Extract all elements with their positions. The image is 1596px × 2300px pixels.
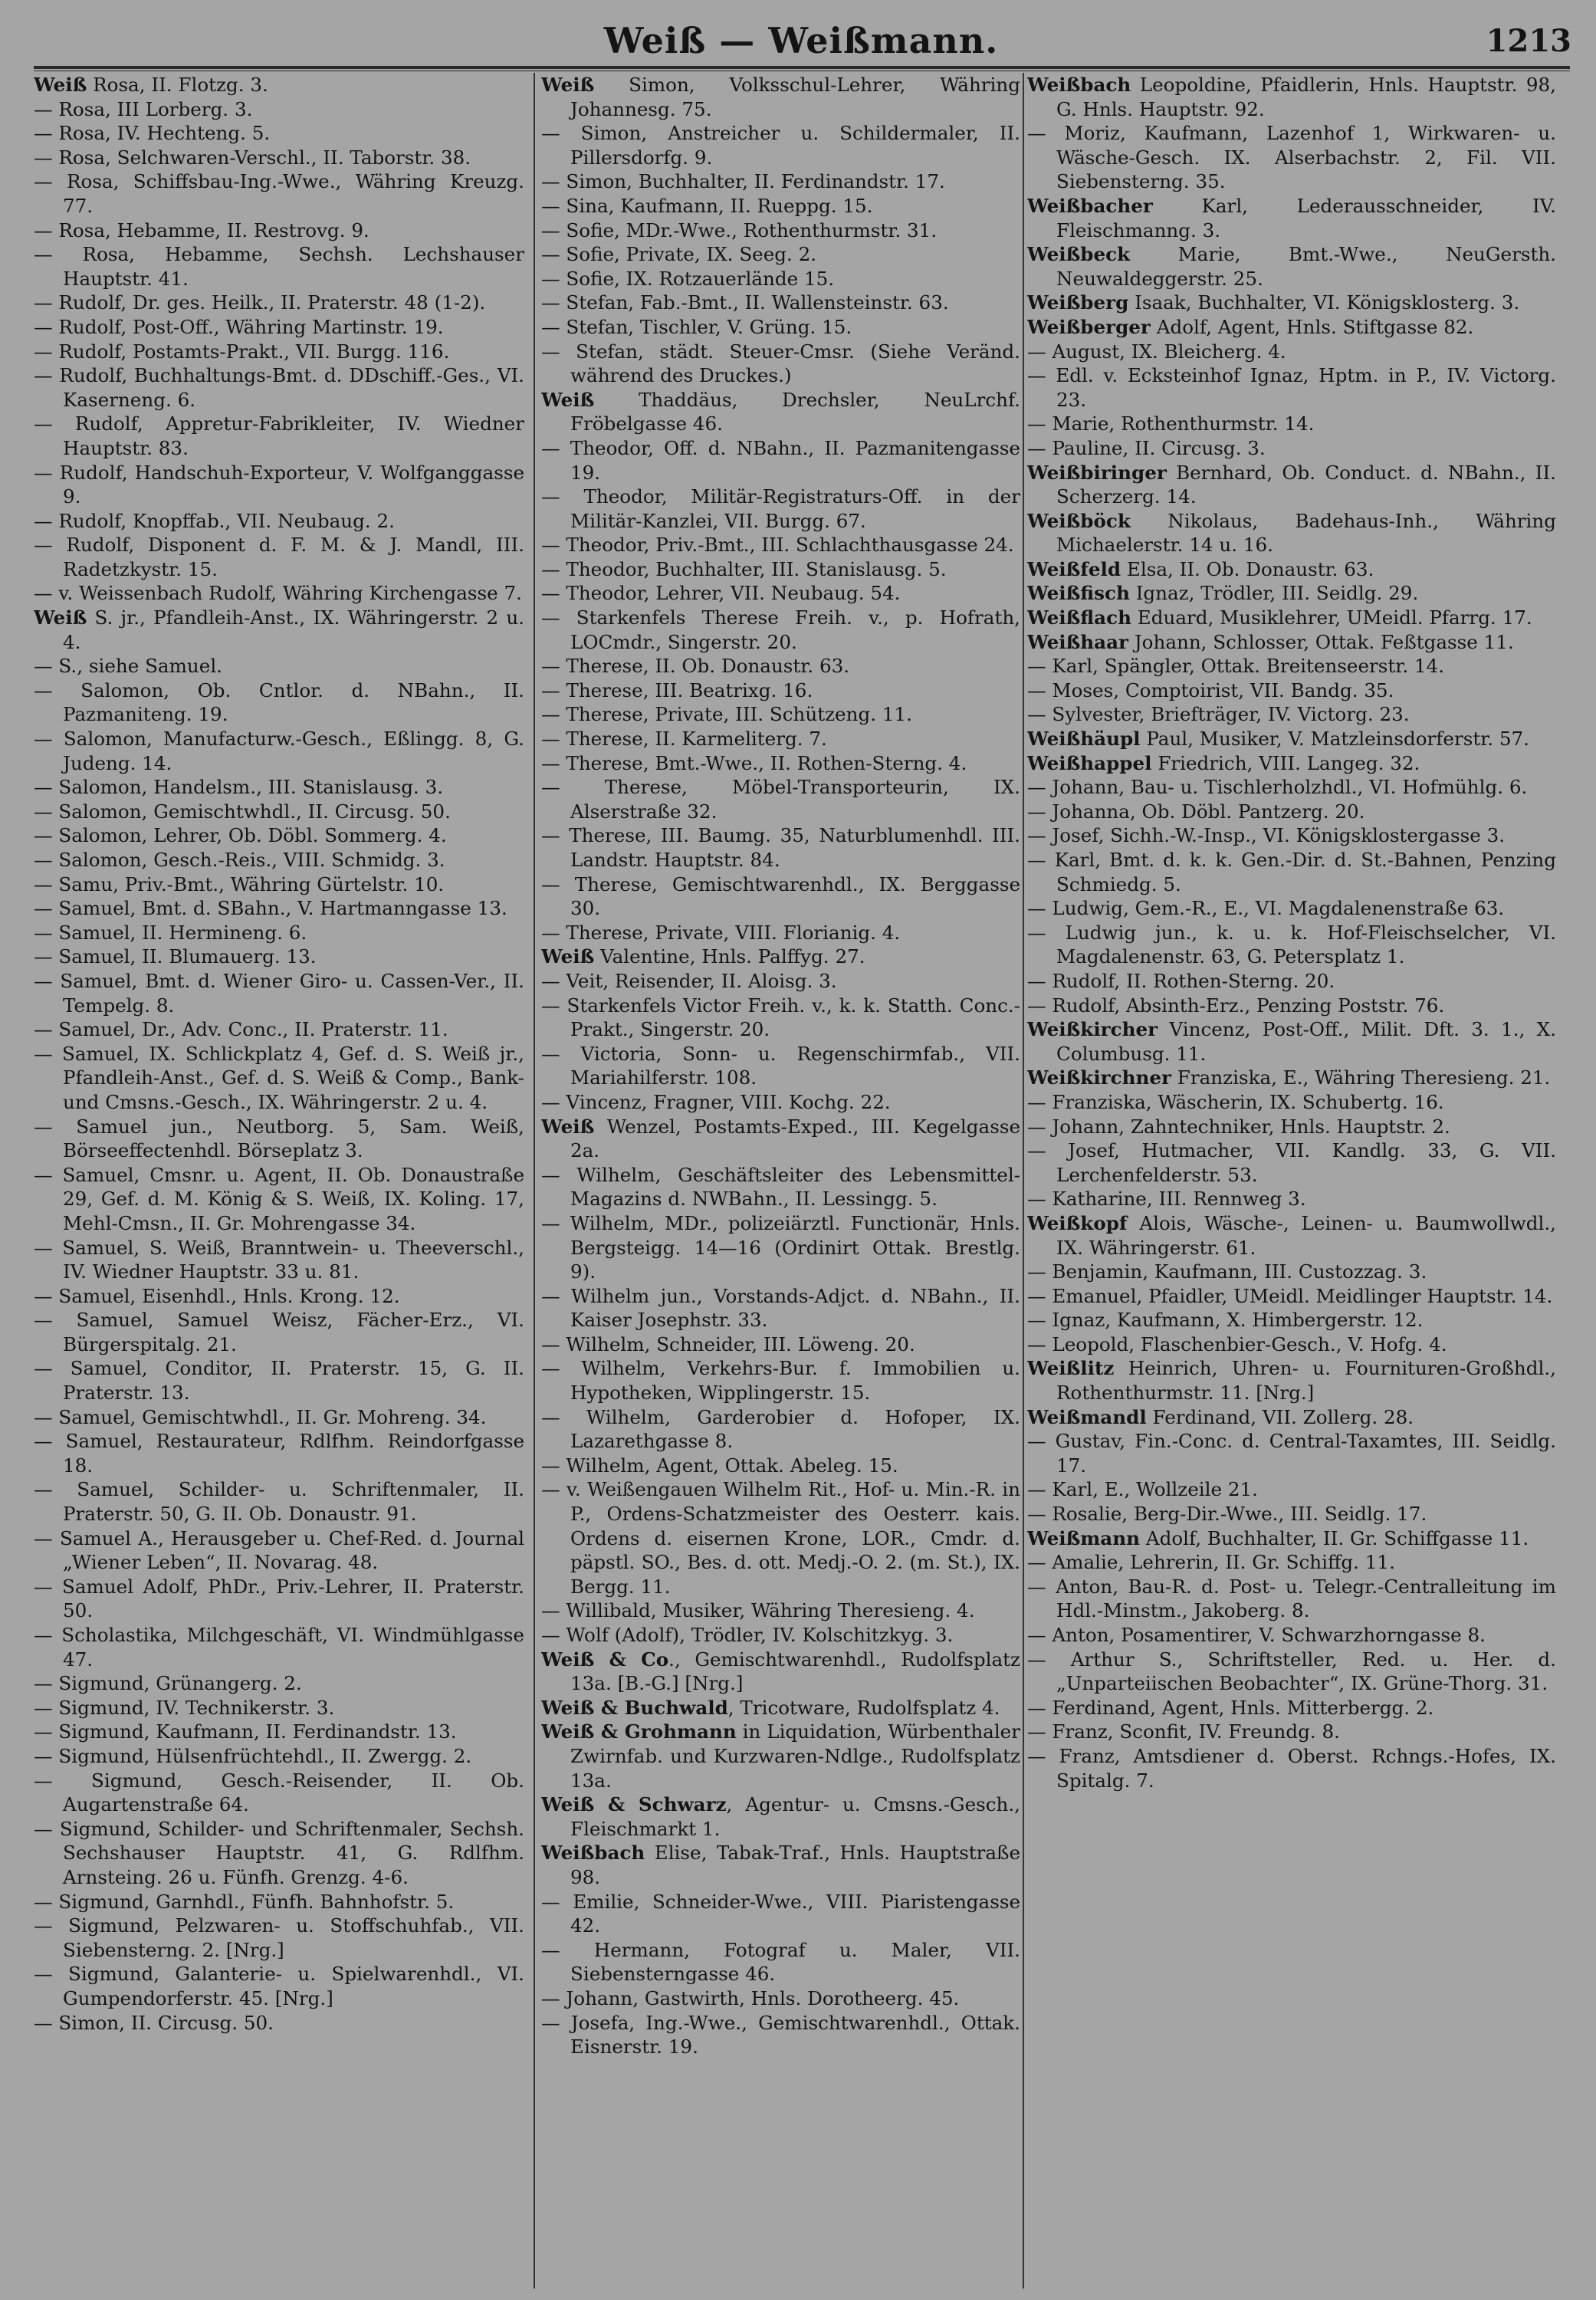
directory-entry: — Leopold, Flaschenbier-Gesch., V. Hofg. 4. bbox=[1027, 1332, 1447, 1355]
directory-entry: — Simon, Anstreicher u. Schildermaler, II. Pillersdorfg. 9. bbox=[541, 122, 1020, 169]
directory-entry: — Rosa, Selchwaren-Verschl., II. Taborstr. 38. bbox=[34, 146, 471, 169]
directory-entry: — Ferdinand, Agent, Hnls. Mitterbergg. 2. bbox=[1027, 1696, 1434, 1719]
directory-entry: — Theodor, Priv.-Bmt., III. Schlachthausgasse 24. bbox=[541, 534, 1014, 557]
directory-entry: — Samuel, Samuel Weisz, Fächer-Erz., VI. Bürgerspitalg. 21. bbox=[34, 1309, 524, 1355]
directory-entry: — Sigmund, Grünangerg. 2. bbox=[34, 1672, 302, 1695]
directory-entry: — Salomon, Gesch.-Reis., VIII. Schmidg. 3. bbox=[34, 849, 445, 871]
directory-entry: Weiß & Schwarz, Agentur- u. Cmsns.-Gesch., Fleischmarkt 1. bbox=[541, 1793, 1020, 1840]
directory-entry: Weiß & Co., Gemischtwarenhdl., Rudolfsplatz 13a. [B.-G.] [Nrg.] bbox=[541, 1648, 1020, 1695]
directory-entry: — Rosa, III Lorberg. 3. bbox=[34, 97, 253, 120]
directory-entry: — Ignaz, Kaufmann, X. Himbergerstr. 12. bbox=[1027, 1309, 1424, 1332]
column-3 bbox=[1027, 73, 1556, 2292]
directory-entry: — Josefa, Ing.-Wwe., Gemischtwarenhdl., Ottak. Eisnerstr. 19. bbox=[541, 2011, 1020, 2058]
directory-entry: — Karl, E., Wollzeile 21. bbox=[1027, 1478, 1258, 1501]
directory-entry: Weißkopf Alois, Wäsche-, Leinen- u. Baumwollwdl., IX. Währingerstr. 61. bbox=[1027, 1211, 1556, 1259]
directory-entry: — Franziska, Wäscherin, IX. Schubertg. 16. bbox=[1027, 1090, 1444, 1113]
directory-entry: — Therese, II. Karmeliterg. 7. bbox=[541, 728, 827, 751]
directory-entry: — Rosa, IV. Hechteng. 5. bbox=[34, 122, 271, 145]
column-divider bbox=[534, 73, 535, 2288]
directory-entry: — Sofie, Private, IX. Seeg. 2. bbox=[541, 243, 817, 266]
directory-entry: — Willibald, Musiker, Währing Theresieng. 4. bbox=[541, 1599, 975, 1622]
directory-entry: — Salomon, Manufacturw.-Gesch., Eßlingg. 8, G. Judeng. 14. bbox=[34, 728, 524, 774]
directory-entry: Weißhaar Johann, Schlosser, Ottak. Feßtgasse 11. bbox=[1027, 630, 1514, 653]
directory-entry: — Sigmund, Kaufmann, II. Ferdinandstr. 13. bbox=[34, 1720, 457, 1743]
directory-entry: — Salomon, Gemischtwhdl., II. Circusg. 50. bbox=[34, 800, 451, 823]
directory-entry: — Moriz, Kaufmann, Lazenhof 1, Wirkwaren- u. Wäsche-Gesch. IX. Alserbachstr. 2, Fil. VII. Siebensterng. 35. bbox=[1027, 122, 1556, 193]
directory-entry: — Salomon, Ob. Cntlor. d. NBahn., II. Pazmaniteng. 19. bbox=[34, 678, 524, 726]
directory-entry: — Rudolf, II. Rothen-Sterng. 20. bbox=[1027, 969, 1335, 992]
directory-entry: — Wilhelm, Garderobier d. Hofoper, IX. Lazarethgasse 8. bbox=[541, 1405, 1020, 1453]
directory-entry: — Samuel, IX. Schlickplatz 4, Gef. d. S. Weiß jr., Pfandleih-Anst., Gef. d. S. Weiß & Comp., Bank- und Cmsns.-Gesch., IX. Währingerstr. 2 u. 4. bbox=[34, 1042, 524, 1113]
directory-entry: — Anton, Posamentirer, V. Schwarzhorngasse 8. bbox=[1027, 1624, 1486, 1646]
directory-entry: Weißlitz Heinrich, Uhren- u. Fournituren-Großhdl., Rothenthurmstr. 11. [Nrg.] bbox=[1027, 1357, 1556, 1405]
directory-entry: Weißkircher Vincenz, Post-Off., Milit. Dft. 3. 1., X. Columbusg. 11. bbox=[1027, 1018, 1556, 1065]
directory-entry: — Vincenz, Fragner, VIII. Kochg. 22. bbox=[541, 1090, 891, 1113]
directory-entry: — Sigmund, Pelzwaren- u. Stoffschuhfab., VII. Siebensterng. 2. [Nrg.] bbox=[34, 1914, 524, 1961]
directory-entry: Weißbach Elise, Tabak-Traf., Hnls. Hauptstraße 98. bbox=[541, 1842, 1020, 1888]
directory-entry: Weißkirchner Franziska, E., Währing Theresieng. 21. bbox=[1027, 1066, 1551, 1089]
directory-entry: Weiß Rosa, II. Flotzg. 3. bbox=[34, 74, 268, 96]
directory-entry: — Samuel, Conditor, II. Praterstr. 15, G. II. Praterstr. 13. bbox=[34, 1357, 524, 1405]
page-number: 1213 bbox=[1486, 23, 1571, 59]
directory-entry: — Sylvester, Briefträger, IV. Victorg. 23. bbox=[1027, 703, 1410, 726]
directory-entry: — Rudolf, Appretur-Fabrikleiter, IV. Wiedner Hauptstr. 83. bbox=[34, 412, 524, 459]
directory-entry: — Wilhelm, MDr., polizeiärztl. Functionär, Hnls. Bergsteigg. 14—16 (Ordinirt Ottak. Brestlg. 9). bbox=[541, 1211, 1020, 1283]
directory-entry: Weißberg Isaak, Buchhalter, VI. Königsklosterg. 3. bbox=[1027, 291, 1520, 314]
directory-entry: — Sigmund, IV. Technikerstr. 3. bbox=[34, 1696, 335, 1719]
directory-entry: — Starkenfels Victor Freih. v., k. k. Statth. Conc.-Prakt., Singerstr. 20. bbox=[541, 994, 1020, 1041]
directory-entry: — Theodor, Lehrer, VII. Neubaug. 54. bbox=[541, 582, 901, 605]
directory-entry: — Therese, III. Baumg. 35, Naturblumenhdl. III. Landstr. Hauptstr. 84. bbox=[541, 824, 1020, 871]
directory-entry: Weißfeld Elsa, II. Ob. Donaustr. 63. bbox=[1027, 557, 1374, 580]
directory-entry: — Hermann, Fotograf u. Maler, VII. Siebensterngasse 46. bbox=[541, 1938, 1020, 1986]
directory-entry: Weißmann Adolf, Buchhalter, II. Gr. Schiffgasse 11. bbox=[1027, 1526, 1529, 1549]
directory-entry: Weißfisch Ignaz, Trödler, III. Seidlg. 29. bbox=[1027, 582, 1419, 605]
directory-entry: — Rudolf, Postamts-Prakt., VII. Burgg. 116. bbox=[34, 340, 450, 363]
directory-entry: Weißbeck Marie, Bmt.-Wwe., NeuGersth. Neuwaldeggerstr. 25. bbox=[1027, 243, 1556, 290]
directory-entry: — Salomon, Lehrer, Ob. Döbl. Sommerg. 4. bbox=[34, 824, 447, 847]
directory-entry: — Samu, Priv.-Bmt., Währing Gürtelstr. 10. bbox=[34, 872, 445, 895]
directory-entry: — Sigmund, Schilder- und Schriftenmaler, Sechsh. Sechshauser Hauptstr. 41, G. Rdlfhm. Arnsteing. 26 u. Fünfh. Grenzg. 4-6. bbox=[34, 1817, 524, 1888]
directory-entry: — Rosa, Hebamme, II. Restrovg. 9. bbox=[34, 219, 369, 242]
directory-entry: — Therese, II. Ob. Donaustr. 63. bbox=[541, 655, 850, 678]
directory-entry: — Johanna, Ob. Döbl. Pantzerg. 20. bbox=[1027, 800, 1365, 823]
directory-entry: — Johann, Zahntechniker, Hnls. Hauptstr. 2. bbox=[1027, 1115, 1450, 1138]
directory-entry: — Sina, Kaufmann, II. Rueppg. 15. bbox=[541, 194, 873, 217]
directory-entry: — Samuel, Bmt. d. Wiener Giro- u. Cassen-Ver., II. Tempelg. 8. bbox=[34, 969, 524, 1017]
directory-entry: — Rosa, Schiffsbau-Ing.-Wwe., Währing Kreuzg. 77. bbox=[34, 170, 524, 217]
directory-entry: — Samuel, II. Hermineng. 6. bbox=[34, 921, 307, 944]
directory-entry: — Samuel, Cmsnr. u. Agent, II. Ob. Donaustraße 29, Gef. d. M. König & S. Weiß, IX. Koling. 17, Mehl-Cmsn., II. Gr. Mohrengasse 34. bbox=[34, 1163, 524, 1234]
directory-entry: — Veit, Reisender, II. Aloisg. 3. bbox=[541, 969, 837, 992]
directory-entry: — Emilie, Schneider-Wwe., VIII. Piaristengasse 42. bbox=[541, 1890, 1020, 1937]
directory-entry: — Therese, Gemischtwarenhdl., IX. Berggasse 30. bbox=[541, 872, 1020, 920]
directory-entry: Weißmandl Ferdinand, VII. Zollerg. 28. bbox=[1027, 1405, 1414, 1428]
directory-entry: — Samuel Adolf, PhDr., Priv.-Lehrer, II. Praterstr. 50. bbox=[34, 1575, 524, 1622]
directory-entry: — Therese, Möbel-Transporteurin, IX. Alserstraße 32. bbox=[541, 776, 1020, 823]
directory-entry: — Therese, Bmt.-Wwe., II. Rothen-Sterng. 4. bbox=[541, 751, 967, 774]
directory-entry: — Sofie, MDr.-Wwe., Rothenthurmstr. 31. bbox=[541, 219, 938, 242]
directory-entry: — Karl, Spängler, Ottak. Breitenseerstr. 14. bbox=[1027, 655, 1445, 678]
directory-entry: — Therese, III. Beatrixg. 16. bbox=[541, 678, 813, 702]
directory-entry: — Samuel, Eisenhdl., Hnls. Krong. 12. bbox=[34, 1284, 400, 1307]
directory-entry: — S., siehe Samuel. bbox=[34, 655, 222, 678]
directory-entry: — Wilhelm, Verkehrs-Bur. f. Immobilien u. Hypotheken, Wipplingerstr. 15. bbox=[541, 1357, 1020, 1405]
directory-entry: — Samuel, Restaurateur, Rdlfhm. Reindorfgasse 18. bbox=[34, 1430, 524, 1477]
directory-entry: — Samuel, Schilder- u. Schriftenmaler, II. Praterstr. 50, G. II. Ob. Donaustr. 91. bbox=[34, 1478, 524, 1526]
directory-entry: — Samuel jun., Neutborg. 5, Sam. Weiß, Börseeffectenhdl. Börseplatz 3. bbox=[34, 1115, 524, 1162]
directory-entry: — Victoria, Sonn- u. Regenschirmfab., VII. Mariahilferstr. 108. bbox=[541, 1042, 1020, 1089]
directory-entry: — Rudolf, Knopffab., VII. Neubaug. 2. bbox=[34, 509, 395, 532]
directory-entry: Weißböck Nikolaus, Badehaus-Inh., Währing Michaelerstr. 14 u. 16. bbox=[1027, 509, 1556, 557]
directory-entry: — Samuel, S. Weiß, Branntwein- u. Theeverschl., IV. Wiedner Hauptstr. 33 u. 81. bbox=[34, 1236, 524, 1283]
directory-entry: — Simon, II. Circusg. 50. bbox=[34, 2011, 274, 2034]
directory-entry: — Therese, Private, VIII. Florianig. 4. bbox=[541, 921, 901, 944]
directory-entry: — Sigmund, Garnhdl., Fünfh. Bahnhofstr. 5. bbox=[34, 1890, 455, 1913]
directory-entry: — Pauline, II. Circusg. 3. bbox=[1027, 436, 1266, 459]
directory-entry: — Therese, Private, III. Schützeng. 11. bbox=[541, 703, 912, 726]
directory-entry: Weiß Thaddäus, Drechsler, NeuLrchf. Fröbelgasse 46. bbox=[541, 388, 1020, 435]
directory-entry: — Starkenfels Therese Freih. v., p. Hofrath, LOCmdr., Singerstr. 20. bbox=[541, 606, 1020, 653]
directory-entry: — Benjamin, Kaufmann, III. Custozzag. 3. bbox=[1027, 1260, 1427, 1283]
column-2 bbox=[541, 73, 1020, 2292]
directory-entry: — Edl. v. Ecksteinhof Ignaz, Hptm. in P., IV. Victorg. 23. bbox=[1027, 364, 1556, 411]
directory-entry: — Samuel, II. Blumauerg. 13. bbox=[34, 945, 317, 968]
column-divider bbox=[1023, 73, 1024, 2288]
directory-entry: — Sigmund, Gesch.-Reisender, II. Ob. Augartenstraße 64. bbox=[34, 1769, 524, 1816]
column-1 bbox=[34, 73, 524, 2292]
directory-entry: — Emanuel, Pfaidler, UMeidl. Meidlinger Hauptstr. 14. bbox=[1027, 1284, 1553, 1307]
directory-entry: — Simon, Buchhalter, II. Ferdinandstr. 17. bbox=[541, 170, 945, 193]
directory-entry: — Josef, Hutmacher, VII. Kandlg. 33, G. VII. Lerchenfelderstr. 53. bbox=[1027, 1139, 1556, 1186]
directory-entry: Weiß Valentine, Hnls. Palffyg. 27. bbox=[541, 945, 865, 968]
directory-entry: — Rudolf, Absinth-Erz., Penzing Poststr. 76. bbox=[1027, 994, 1445, 1017]
directory-entry: — Sofie, IX. Rotzauerlände 15. bbox=[541, 267, 835, 290]
directory-entry: — Johann, Bau- u. Tischlerholzhdl., VI. Hofmühlg. 6. bbox=[1027, 776, 1528, 799]
directory-entry: — v. Weissenbach Rudolf, Währing Kirchengasse 7. bbox=[34, 582, 522, 605]
running-head: Weiß — Weißmann. bbox=[603, 20, 999, 61]
directory-entry: Weißbacher Karl, Lederausschneider, IV. Fleischmanng. 3. bbox=[1027, 194, 1556, 242]
directory-entry: — Marie, Rothenthurmstr. 14. bbox=[1027, 412, 1315, 435]
directory-entry: — Katharine, III. Rennweg 3. bbox=[1027, 1188, 1306, 1211]
directory-entry: — Moses, Comptoirist, VII. Bandg. 35. bbox=[1027, 678, 1394, 702]
directory-entry: — Rudolf, Disponent d. F. M. & J. Mandl, III. Radetzkystr. 15. bbox=[34, 534, 524, 580]
directory-entry: — August, IX. Bleicherg. 4. bbox=[1027, 340, 1286, 363]
directory-entry: — Wilhelm, Schneider, III. Löweng. 20. bbox=[541, 1332, 915, 1355]
directory-entry: — Josef, Sichh.-W.-Insp., VI. Königsklostergasse 3. bbox=[1027, 824, 1506, 847]
directory-entry: — Stefan, Tischler, V. Grüng. 15. bbox=[541, 315, 852, 338]
directory-entry: Weiß & Grohmann in Liquidation, Würbenthaler Zwirnfab. und Kurzwaren-Ndlge., Rudolfsplatz 13a. bbox=[541, 1720, 1020, 1792]
directory-entry: Weiß Wenzel, Postamts-Exped., III. Kegelgasse 2a. bbox=[541, 1115, 1020, 1162]
directory-entry: — Samuel A., Herausgeber u. Chef-Red. d. Journal „Wiener Leben“, II. Novarag. 48. bbox=[34, 1526, 524, 1574]
directory-entry: — Theodor, Off. d. NBahn., II. Pazmanitengasse 19. bbox=[541, 436, 1020, 484]
directory-entry: — Rosa, Hebamme, Sechsh. Lechshauser Hauptstr. 41. bbox=[34, 243, 524, 290]
directory-entry: — Samuel, Gemischtwhdl., II. Gr. Mohreng. 34. bbox=[34, 1405, 487, 1428]
directory-entry: — Wilhelm, Geschäftsleiter des Lebensmittel-Magazins d. NWBahn., II. Lessingg. 5. bbox=[541, 1163, 1020, 1211]
header-rule bbox=[34, 66, 1570, 69]
directory-entry: — Franz, Amtsdiener d. Oberst. Rchngs.-Hofes, IX. Spitalg. 7. bbox=[1027, 1744, 1556, 1792]
directory-entry: — Johann, Gastwirth, Hnls. Dorotheerg. 45. bbox=[541, 1986, 960, 2009]
directory-entry: — Theodor, Buchhalter, III. Stanislausg. 5. bbox=[541, 557, 947, 580]
directory-entry: — Samuel, Bmt. d. SBahn., V. Hartmanngasse 13. bbox=[34, 897, 507, 920]
directory-entry: — Arthur S., Schriftsteller, Red. u. Her. d. „Unparteiischen Beobachter“, IX. Grüne-Thorg. 31. bbox=[1027, 1648, 1556, 1695]
directory-entry: — Wilhelm, Agent, Ottak. Abeleg. 15. bbox=[541, 1454, 898, 1477]
directory-entry: — Stefan, Fab.-Bmt., II. Wallensteinstr. 63. bbox=[541, 291, 949, 314]
directory-entry: — Sigmund, Galanterie- u. Spielwarenhdl., VI. Gumpendorferstr. 45. [Nrg.] bbox=[34, 1963, 524, 2009]
directory-entry: — Franz, Sconfit, IV. Freundg. 8. bbox=[1027, 1720, 1340, 1743]
directory-entry: — Wilhelm jun., Vorstands-Adjct. d. NBahn., II. Kaiser Josephstr. 33. bbox=[541, 1284, 1020, 1332]
directory-entry: Weißberger Adolf, Agent, Hnls. Stiftgasse 82. bbox=[1027, 315, 1474, 338]
directory-entry: Weißhäupl Paul, Musiker, V. Matzleinsdorferstr. 57. bbox=[1027, 728, 1530, 751]
directory-entry: — Amalie, Lehrerin, II. Gr. Schiffg. 11. bbox=[1027, 1551, 1395, 1574]
directory-entry: — Rudolf, Buchhaltungs-Bmt. d. DDschiff.-Ges., VI. Kaserneng. 6. bbox=[34, 364, 524, 411]
directory-entry: — Wolf (Adolf), Trödler, IV. Kolschitzkyg. 3. bbox=[541, 1624, 954, 1646]
directory-entry: — Ludwig, Gem.-R., E., VI. Magdalenenstraße 63. bbox=[1027, 897, 1505, 920]
directory-entry: — Ludwig jun., k. u. k. Hof-Fleischselcher, VI. Magdalenenstr. 63, G. Petersplatz 1. bbox=[1027, 921, 1556, 968]
directory-entry: — Rudolf, Dr. ges. Heilk., II. Praterstr. 48 (1-2). bbox=[34, 291, 486, 314]
directory-entry: — Rosalie, Berg-Dir.-Wwe., III. Seidlg. 17. bbox=[1027, 1503, 1427, 1526]
directory-entry: — Stefan, städt. Steuer-Cmsr. (Siehe Veränd. während des Druckes.) bbox=[541, 340, 1020, 387]
directory-entry: — Karl, Bmt. d. k. k. Gen.-Dir. d. St.-Bahnen, Penzing Schmiedg. 5. bbox=[1027, 849, 1556, 895]
directory-entry: Weiß & Buchwald, Tricotware, Rudolfsplatz 4. bbox=[541, 1696, 1000, 1719]
directory-entry: — Sigmund, Hülsenfrüchtehdl., II. Zwergg. 2. bbox=[34, 1744, 472, 1767]
directory-entry: — Gustav, Fin.-Conc. d. Central-Taxamtes, III. Seidlg. 17. bbox=[1027, 1430, 1556, 1477]
directory-entry: Weißbiringer Bernhard, Ob. Conduct. d. NBahn., II. Scherzerg. 14. bbox=[1027, 461, 1556, 508]
directory-entry: — v. Weißengauen Wilhelm Rit., Hof- u. Min.-R. in P., Ordens-Schatzmeister des Oesterr. kais. Ordens d. eisernen Krone, LOR., Cmdr. d. päpstl. SO., Bes. d. ott. Medj.-O. 2. (m. St.), IX. Bergg. 11. bbox=[541, 1478, 1020, 1598]
directory-entry: Weißhappel Friedrich, VIII. Langeg. 32. bbox=[1027, 751, 1420, 774]
directory-entry: — Scholastika, Milchgeschäft, VI. Windmühlgasse 47. bbox=[34, 1624, 524, 1671]
directory-entry: — Samuel, Dr., Adv. Conc., II. Praterstr. 11. bbox=[34, 1018, 448, 1041]
directory-entry: Weiß S. jr., Pfandleih-Anst., IX. Währingerstr. 2 u. 4. bbox=[34, 606, 524, 653]
directory-entry: — Rudolf, Handschuh-Exporteur, V. Wolfganggasse 9. bbox=[34, 461, 524, 508]
directory-entry: — Rudolf, Post-Off., Währing Martinstr. 19. bbox=[34, 315, 444, 338]
directory-entry: — Salomon, Handelsm., III. Stanislausg. 3. bbox=[34, 776, 444, 799]
directory-entry: Weißflach Eduard, Musiklehrer, UMeidl. Pfarrg. 17. bbox=[1027, 606, 1532, 629]
directory-entry: — Anton, Bau-R. d. Post- u. Telegr.-Centralleitung im Hdl.-Minstm., Jakoberg. 8. bbox=[1027, 1575, 1556, 1622]
directory-entry: Weißbach Leopoldine, Pfaidlerin, Hnls. Hauptstr. 98, G. Hnls. Hauptstr. 92. bbox=[1027, 74, 1556, 120]
directory-entry: — Theodor, Militär-Registraturs-Off. in der Militär-Kanzlei, VII. Burgg. 67. bbox=[541, 485, 1020, 532]
directory-entry: Weiß Simon, Volksschul-Lehrer, Währing Johannesg. 75. bbox=[541, 74, 1020, 120]
